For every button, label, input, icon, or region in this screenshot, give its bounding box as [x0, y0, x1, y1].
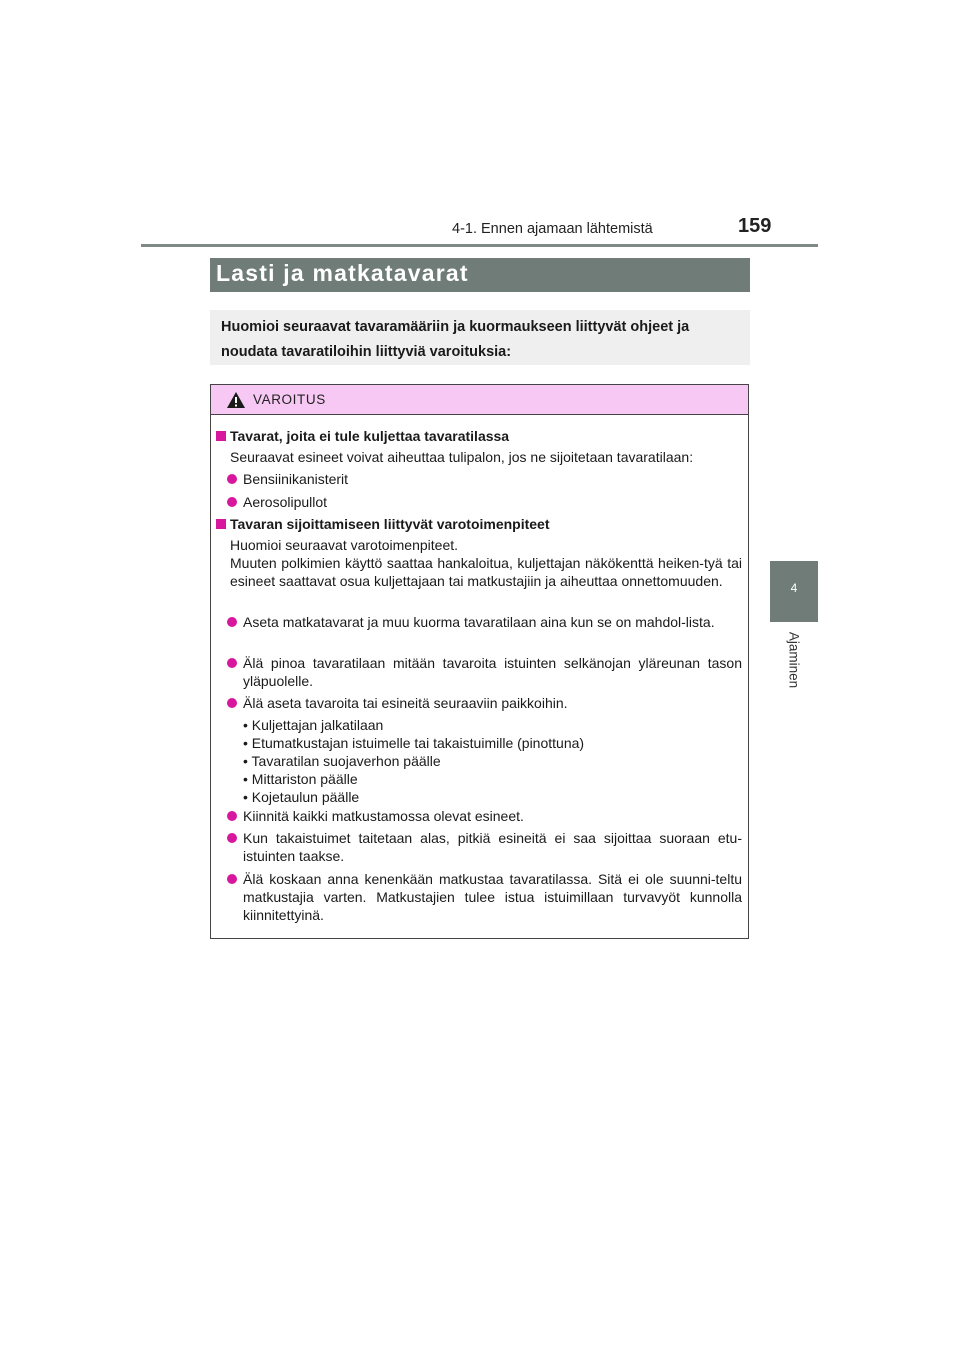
- warning-box: [210, 384, 749, 939]
- bullet-gasoline-cans: Bensiinikanisterit: [243, 471, 349, 487]
- round-bullet-icon: [227, 658, 237, 668]
- sub-list-item: • Kojetaulun päälle: [243, 789, 360, 805]
- sub-list-item: • Mittariston päälle: [243, 771, 358, 787]
- chapter-tab-label: Ajaminen: [786, 631, 802, 689]
- section-title-bar: [210, 258, 750, 292]
- intro-text: Huomioi seuraavat tavaramääriin ja kuormaukseen liittyvät ohjeet ja noudata tavaratiloihin liittyviä varoituksia:: [221, 319, 690, 360]
- sub-list-item: • Tavaratilan suojaverhon päälle: [243, 753, 441, 769]
- bullet-no-stacking: Älä pinoa tavaratilaan mitään tavaroita istuinten selkänojan yläreunan tason yläpuolelle.: [243, 655, 742, 689]
- warning-header: [211, 385, 748, 415]
- header-divider: [141, 244, 818, 247]
- warning-text-2a: Huomioi seuraavat varotoimenpiteet.: [230, 537, 459, 553]
- bullet-aerosol-cans: Aerosolipullot: [243, 494, 328, 510]
- chapter-tab: [770, 561, 818, 622]
- square-bullet-icon: [216, 431, 226, 441]
- round-bullet-icon: [227, 497, 237, 507]
- bullet-forbidden-places: Älä aseta tavaroita tai esineitä seuraaviin paikkoihin.: [243, 695, 568, 711]
- round-bullet-icon: [227, 833, 237, 843]
- warning-triangle-icon: [226, 391, 246, 409]
- section-title: Lasti ja matkatavarat: [216, 260, 469, 286]
- round-bullet-icon: [227, 811, 237, 821]
- chapter-tab-number: 4: [790, 581, 798, 595]
- round-bullet-icon: [227, 698, 237, 708]
- warning-heading-2: Tavaran sijoittamiseen liittyvät varotoimenpiteet: [230, 516, 550, 532]
- round-bullet-icon: [227, 874, 237, 884]
- page-number: 159: [738, 215, 772, 237]
- bullet-no-passengers: Älä koskaan anna kenenkään matkustaa tavaratilassa. Sitä ei ole suunni-teltu matkustajia varten. Matkustajien tulee istua istuimillaan turvavyöt kunnolla kiinnitettyinä.: [243, 871, 742, 923]
- warning-heading-1: Tavarat, joita ei tule kuljettaa tavaratilassa: [230, 428, 510, 444]
- bullet-secure-items: Kiinnitä kaikki matkustamossa olevat esineet.: [243, 808, 524, 824]
- warning-title: VAROITUS: [253, 392, 326, 407]
- warning-text-1: Seuraavat esineet voivat aiheuttaa tulipalon, jos ne sijoitetaan tavaratilaan:: [230, 449, 694, 465]
- bullet-long-items: Kun takaistuimet taitetaan alas, pitkiä esineitä ei saa sijoittaa suoraan etu-istuinten taakse.: [243, 830, 742, 864]
- sub-list-item: • Kuljettajan jalkatilaan: [243, 717, 384, 733]
- bullet-place-luggage: Aseta matkatavarat ja muu kuorma tavaratilaan aina kun se on mahdol-lista.: [243, 614, 715, 630]
- round-bullet-icon: [227, 474, 237, 484]
- round-bullet-icon: [227, 617, 237, 627]
- warning-text-2b: Muuten polkimien käyttö saattaa hankaloitua, kuljettajan näkökenttä heiken-tyä tai esineet saattavat osua kuljettajaan tai matkustajiin ja aiheuttaa onnettomuuden.: [230, 555, 742, 589]
- intro-box: [210, 310, 750, 365]
- square-bullet-icon: [216, 519, 226, 529]
- sub-list-item: • Etumatkustajan istuimelle tai takaistuimille (pinottuna): [243, 735, 585, 751]
- header-section-title: 4-1. Ennen ajamaan lähtemistä: [452, 221, 653, 237]
